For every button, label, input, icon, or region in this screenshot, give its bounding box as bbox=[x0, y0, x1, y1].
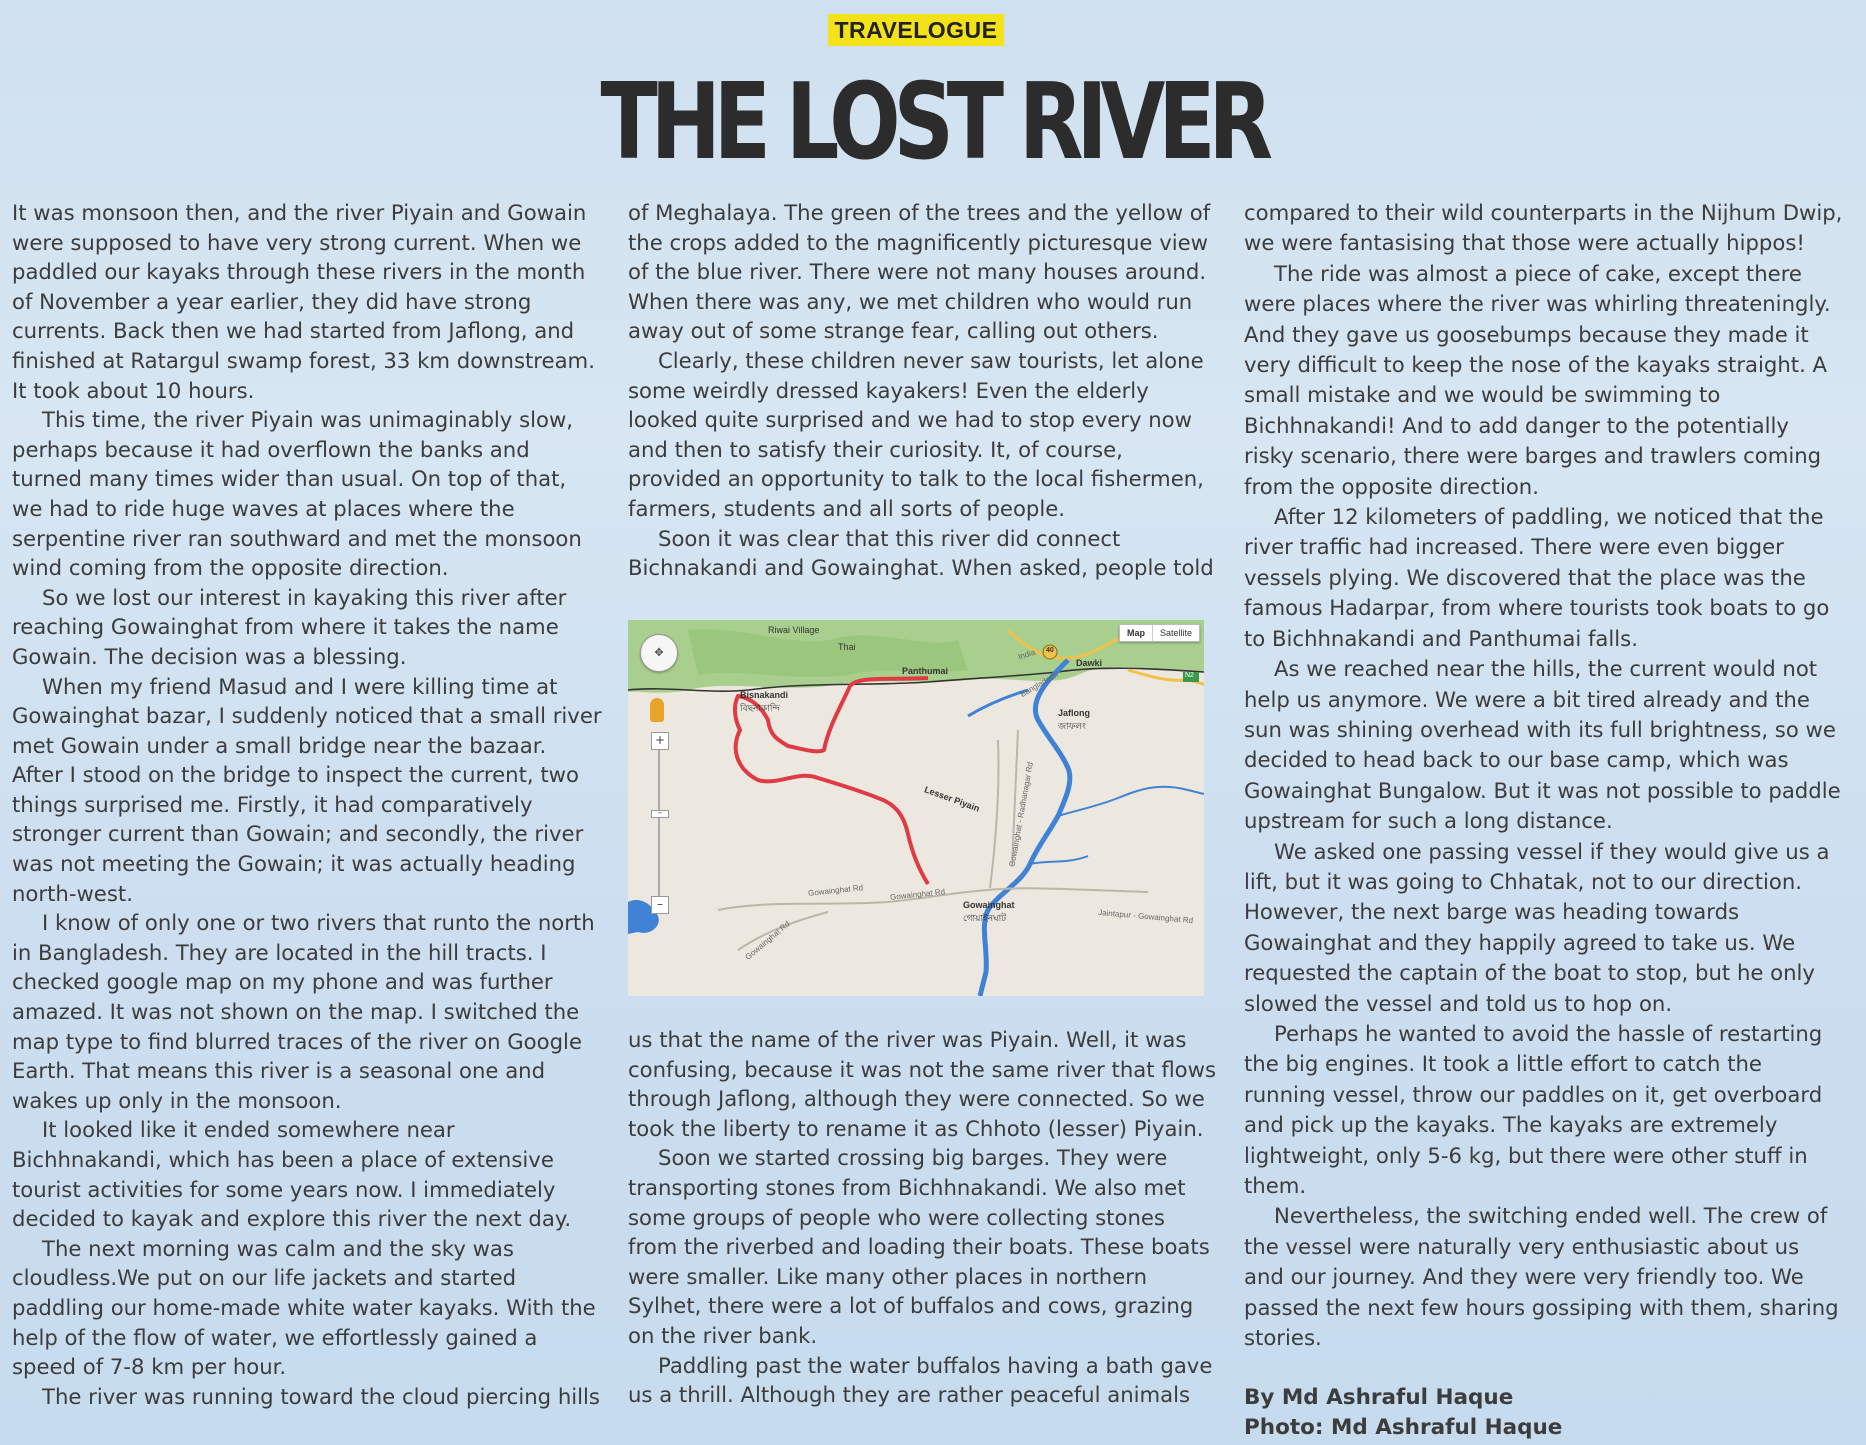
paragraph: The river was running toward the cloud piercing hills bbox=[42, 1383, 600, 1409]
map-label-road: Jaintapur - Gowainghat Rd bbox=[1097, 907, 1194, 926]
kicker-badge: TRAVELOGUE bbox=[828, 14, 1004, 46]
map-toggle-button[interactable]: Map bbox=[1120, 625, 1153, 641]
river-main bbox=[980, 660, 1070, 996]
paragraph: Soon we started crossing big barges. They were transporting stones from Bichhnakandi. We also met some groups of people who were collecting stones from the riverbed and loading their boats. These boats were smaller. Like many other places in northern Sylhet, there were a lot of buffalos and cows, grazing on the river bank. bbox=[628, 1145, 1210, 1348]
map-label-jaflong: Jaflong bbox=[1058, 708, 1091, 718]
paragraph: Paddling past the water buffalos having a bath gave us a thrill. Although they are rather peaceful animals bbox=[628, 1352, 1213, 1408]
paragraph: When my friend Masud and I were killing time at Gowainghat bazar, I suddenly noticed that a small river met Gowain under a small bridge near the bazaar. After I stood on the bridge to inspect the current, two things surprised me. Firstly, it had comparatively stronger current than Gowain; and secondly, the river was not meeting the Gowain; it was actually heading north-west. bbox=[12, 673, 602, 906]
map-label-road: Gowainghat - Radhanagar Rd bbox=[1007, 761, 1035, 868]
map-label-dawki: Dawki bbox=[1076, 658, 1103, 668]
paragraph: As we reached near the hills, the current would not help us anymore. We were a bit tired already and the sun was shining overhead with its full brightness, so we decided to head back to our base camp, which was Gowainghat Bungalow. But it was not possible to paddle upstream for such a long distance. bbox=[1244, 656, 1841, 834]
river-branch bbox=[1058, 787, 1204, 816]
paragraph: It was monsoon then, and the river Piyain and Gowain were supposed to have very strong current. When we paddled our kayaks through these rivers in the month of November a year earlier, they did have strong currents. Back then we had started from Jaflong, and finished at Ratargul swamp forest, 33 km downstream. It took about 10 hours. bbox=[12, 200, 595, 403]
map-label-road: Gowainghat Rd bbox=[743, 919, 792, 962]
river-branch bbox=[1030, 856, 1088, 864]
paragraph: us that the name of the river was Piyain. Well, it was confusing, because it was not the same river that flows through Jaflong, although they were connected. So we took the liberty to rename it as Chhoto (lesser) Piyain. bbox=[628, 1027, 1216, 1141]
route-map[interactable] bbox=[628, 620, 1204, 996]
paragraph: I know of only one or two rivers that runto the north in Bangladesh. They are located in the hill tracts. I checked google map on my phone and was further amazed. It was not shown on the map. I switched the map type to find blurred traces of the river on Google Earth. That means this river is a seasonal one and wakes up only in the monsoon. bbox=[12, 910, 595, 1113]
article-column-2-bottom bbox=[628, 1025, 1220, 1410]
satellite-toggle-button[interactable]: Satellite bbox=[1159, 628, 1192, 638]
paragraph: Nevertheless, the switching ended well. The crew of the vessel were naturally very enthusiastic about us and our journey. And they were very friendly too. We passed the next few hours gossiping with them, sharing stories. bbox=[1244, 1203, 1839, 1351]
road bbox=[990, 740, 999, 888]
byline bbox=[1244, 1383, 1844, 1443]
map-label-thai: Thai bbox=[838, 642, 856, 652]
map-label-road: Gowainghat Rd bbox=[889, 887, 946, 902]
map-type-toggle[interactable] bbox=[1119, 624, 1200, 642]
map-label-jaflong-bn: জাফলং bbox=[1058, 721, 1086, 731]
article-column-1 bbox=[12, 198, 602, 1411]
zoom-slider-handle[interactable]: – bbox=[651, 810, 669, 818]
paragraph: The next morning was calm and the sky was cloudless.We put on our life jackets and started paddling our home-made white water kayaks. With the help of the flow of water, we effortlessly gained a speed of 7-8 km per hour. bbox=[12, 1235, 596, 1380]
map-label-bisnakandi: Bisnakandi bbox=[740, 690, 789, 700]
map-label-bisnakandi-bn: বিছনাকান্দি bbox=[740, 703, 780, 713]
article-column-2-top bbox=[628, 198, 1220, 583]
map-label-bangladesh: Bangladesh bbox=[1018, 670, 1060, 699]
map-label-panthumai: Panthumai bbox=[902, 666, 949, 676]
paragraph: It looked like it ended somewhere near Bichhnakandi, which has been a place of extensive tourist activities for some years now. I immediately decided to kayak and explore this river the next day. bbox=[12, 1117, 572, 1232]
article-column-3 bbox=[1244, 198, 1844, 1443]
paragraph: After 12 kilometers of paddling, we noticed that the river traffic had increased. There were even bigger vessels plying. We discovered that the place was the famous Hadarpar, from where tourists took boats to go to Bichhnakandi and Panthumai falls. bbox=[1244, 504, 1830, 651]
map-graphic bbox=[628, 620, 1204, 996]
paragraph: This time, the river Piyain was unimaginably slow, perhaps because it had overflown the banks and turned many times wider than usual. On top of that, we had to ride huge waves at places where the serpentine river ran southward and met the monsoon wind coming from the opposite direction. bbox=[12, 407, 582, 581]
zoom-out-button[interactable]: – bbox=[651, 896, 669, 914]
photo-credit: Photo: Md Ashraful Haque bbox=[1244, 1415, 1563, 1441]
paragraph: The ride was almost a piece of cake, except there were places where the river was whirling threateningly. And they gave us goosebumps because they made it very difficult to keep the nose of the kayaks straight. A small mistake and we would be swimming to Bichhnakandi! And to add danger to the potentially risky scenario, there were barges and trawlers coming from the opposite direction. bbox=[1244, 260, 1831, 499]
pegman-icon[interactable] bbox=[650, 698, 664, 722]
map-label-lesser-piyain: Lesser Piyain bbox=[923, 784, 982, 814]
paragraph: Soon it was clear that this river did connect Bichnakandi and Gowainghat. When asked, people told bbox=[628, 525, 1214, 581]
zoom-in-button[interactable]: + bbox=[651, 732, 669, 750]
paragraph: compared to their wild counterparts in the Nijhum Dwip, we were fantasising that those were actually hippos! bbox=[1244, 200, 1843, 256]
map-label-gowainghat-bn: গোয়াইনঘাট bbox=[963, 913, 1007, 923]
paragraph: So we lost our interest in kayaking this river after reaching Gowainghat from where it takes the name Gowain. The decision was a blessing. bbox=[12, 584, 567, 669]
map-route-40: 40 bbox=[1046, 647, 1054, 654]
paragraph: Clearly, these children never saw tourists, let alone some weirdly dressed kayakers! Even the elderly looked quite surprised and we had to stop every now and then to satisfy their curiosity. It, of course, provided an opportunity to talk to the local fishermen, farmers, students and all sorts of people. bbox=[628, 347, 1204, 521]
map-label-riwai: Riwai Village bbox=[768, 625, 820, 635]
map-label-india: India bbox=[1017, 647, 1037, 662]
map-label-road: Gowainghat Rd bbox=[807, 883, 864, 898]
map-route-n2: N2 bbox=[1185, 672, 1194, 679]
article-title: THE LOST RIVER bbox=[600, 61, 1266, 183]
river-branch bbox=[968, 690, 1028, 716]
map-label-gowainghat: Gowainghat bbox=[963, 900, 1015, 910]
paragraph: Perhaps he wanted to avoid the hassle of restarting the big engines. It took a little effort to catch the running vessel, throw our paddles on it, get overboard and pick up the kayaks. The kayaks are extremely lightweight, only 5-6 kg, but there were other stuff in them. bbox=[1244, 1020, 1823, 1198]
paragraph: of Meghalaya. The green of the trees and the yellow of the crops added to the magnificently picturesque view of the blue river. There were not many houses around. When there was any, we met children who would run away out of some strange fear, calling out others. bbox=[628, 200, 1211, 344]
zoom-slider-track[interactable] bbox=[658, 740, 660, 900]
author-credit: By Md Ashraful Haque bbox=[1244, 1385, 1514, 1411]
pan-control[interactable]: ✥ bbox=[640, 634, 678, 672]
paragraph: We asked one passing vessel if they would give us a lift, but it was going to Chhatak, not to our direction. However, the next barge was heading towards Gowainghat and they happily agreed to take us. We requested the captain of the boat to stop, but he only slowed the vessel and told us to hop on. bbox=[1244, 838, 1830, 1016]
